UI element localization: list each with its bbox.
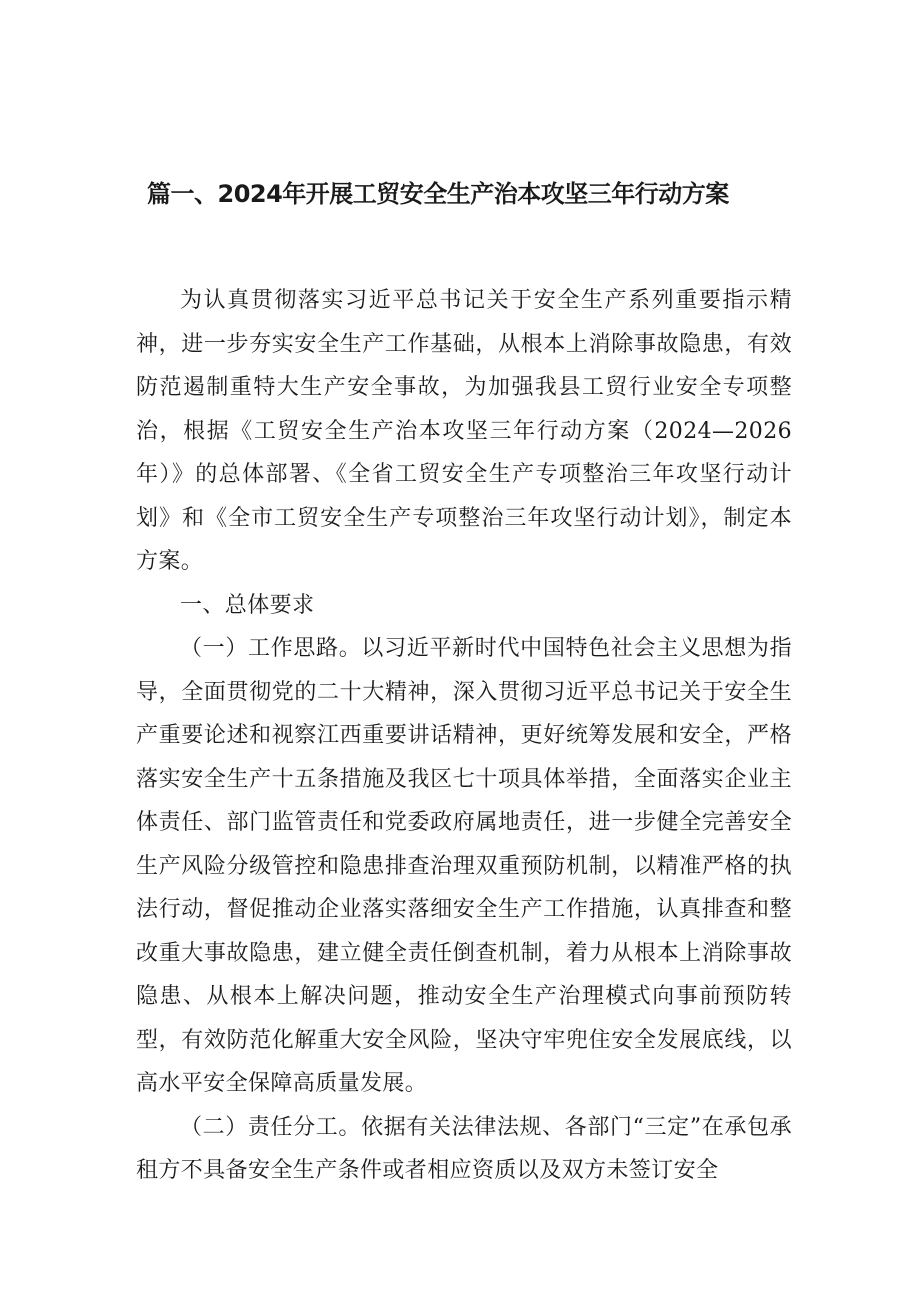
document-title: 篇一、2024年开展工贸安全生产治本攻坚三年行动方案 — [147, 180, 729, 208]
work-approach-paragraph: （一）工作思路。以习近平新时代中国特色社会主义思想为指导，全面贯彻党的二十大精神，深入贯彻习近平总书记关于安全生产重要论述和视察江西重要讲话精神，更好统筹发展和安全，严格落实安全生产十五条措施及我区七十项具体举措，全面落实企业主体责任、部门监管责任和党委政府属地责任，进一步健全完善安全生产风险分级管控和隐患排查治理双重预防机制，以精准严格的执法行动，督促推动企业落实落细安全生产工作措施，认真排查和整改重大事故隐患，建立健全责任倒查机制，着力从根本上消除事故隐患、从根本上解决问题，推动安全生产治理模式向事前预防转型，有效防范化解重大安全风险，坚决守牢兜住安全发展底线，以高水平安全保障高质量发展。 — [136, 636, 792, 1096]
document-body — [136, 279, 792, 1193]
section-heading-general-requirements: 一、总体要求 — [180, 592, 315, 618]
responsibility-paragraph: （二）责任分工。依据有关法律法规、各部门“三定”在承包承租方不具备安全生产条件或者相应资质以及双方未签订安全 — [136, 1114, 792, 1183]
intro-paragraph: 为认真贯彻落实习近平总书记关于安全生产系列重要指示精神，进一步夯实安全生产工作基础，从根本上消除事故隐患，有效防范遏制重特大生产安全事故，为加强我县工贸行业安全专项整治，根据《工贸安全生产治本攻坚三年行动方案（2024—2026年）》的总体部署、《全省工贸安全生产专项整治三年攻坚行动计划》和《全市工贸安全生产专项整治三年攻坚行动计划》，制定本方案。 — [136, 288, 792, 574]
